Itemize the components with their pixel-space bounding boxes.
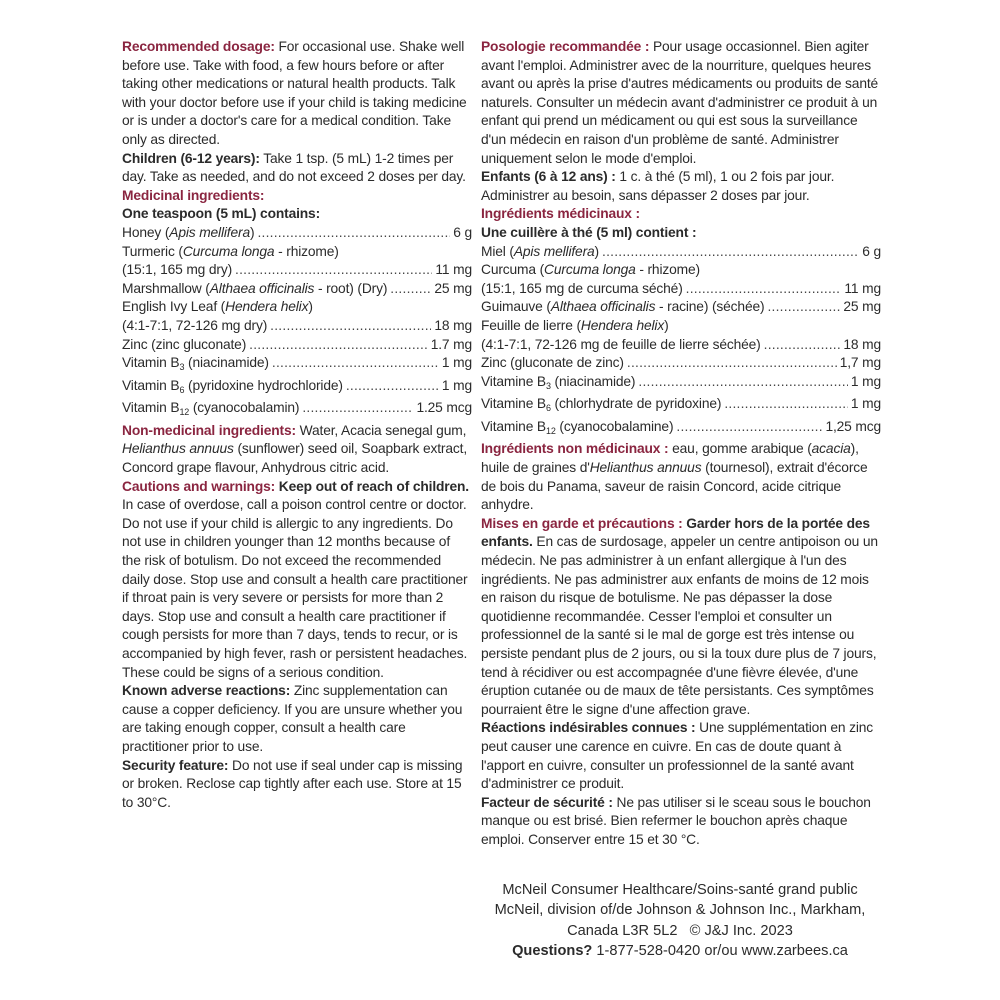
dosage-heading: Posologie recommandée : xyxy=(481,39,650,54)
dot-leader xyxy=(638,373,848,392)
ingredient-amount: 6 g xyxy=(453,224,472,240)
ingredient-turmeric-name xyxy=(122,243,472,262)
ingredient-row-marshmallow xyxy=(481,298,881,317)
ingredient-part: - rhizome) xyxy=(274,243,339,259)
nonmedicinal-section xyxy=(122,422,472,478)
dot-leader xyxy=(302,399,413,418)
ingredient-name: (niacinamide) xyxy=(184,355,269,371)
ingredient-row-honey xyxy=(481,243,881,262)
ingredient-name: Guimauve ( xyxy=(481,299,551,315)
latin-name: Curcuma longa xyxy=(544,262,636,278)
teaspoon-label: One teaspoon (5 mL) contains: xyxy=(122,206,321,222)
ingredient-amount: 25 mg xyxy=(843,299,881,315)
ingredient-name: Feuille de lierre ( xyxy=(481,317,581,333)
ingredient-row-vitamin-b3 xyxy=(481,373,881,396)
vitamin-word: Vitamine B xyxy=(481,396,546,412)
ingredient-amount: 11 mg xyxy=(435,262,472,278)
ingredient-name: Miel ( xyxy=(481,243,514,259)
vitamin-subscript: 6 xyxy=(179,384,185,395)
ingredient-row-vitamin-b12 xyxy=(122,399,472,422)
ingredient-part: - rhizome) xyxy=(635,262,700,278)
adverse-section xyxy=(122,682,472,756)
cautions-text: En cas de surdosage, appeler un centre antipoison ou un médecin. Ne pas administrer à un enfant allergique à l'un des ingrédients. Ne pas administrer aux enfants de moins de 12 mois en raison du risque de botulisme. Ne pas dépasser la dose quotidienne recommandée. Cesser l'emploi et consulter un professionnel de la santé si le mal de gorge est très intense ou persiste pendant plus de 2 jours, ou si la toux dure plus de 7 jours, tend à récidiver ou est accompagnée d'une fièvre élevée, d'une éruption cutanée ou de maux de tête persistants. Ces symptômes pourraient être le signe d'une affection grave. xyxy=(481,534,878,717)
ingredient-ratio: (4:1-7:1, 72-126 mg dry) xyxy=(122,317,268,333)
company-info xyxy=(490,880,870,941)
security-text: Ne pas utiliser si le sceau sous le bouchon manque ou est brisé. Bien refermer le bouchon après chaque emploi. Conserver entre 15 et 30 °C. xyxy=(481,794,871,847)
vitamin-subscript: 12 xyxy=(179,407,190,418)
adverse-text: Une supplémentation en zinc peut causer une carence en cuivre. En cas de doute quant à l'apport en cuivre, consulter un professionnel de la santé avant d'administrer ce produit. xyxy=(481,720,874,792)
ingredient-row-vitamin-b12 xyxy=(481,418,881,441)
ingredient-ratio: (15:1, 165 mg de curcuma séché) xyxy=(481,280,683,296)
adverse-section xyxy=(481,719,881,793)
adverse-heading: Réactions indésirables connues : xyxy=(481,720,696,736)
security-heading: Security feature: xyxy=(122,757,229,773)
questions-label: Questions? xyxy=(512,942,593,959)
cautions-heading: Cautions and warnings: xyxy=(122,478,276,494)
vitamin-subscript: 6 xyxy=(545,403,551,414)
ingredient-part: - racine) (séchée) xyxy=(655,299,765,315)
latin-name: Helianthus annuus xyxy=(589,460,702,476)
dot-leader xyxy=(676,418,822,437)
french-column xyxy=(481,38,881,850)
cautions-section xyxy=(122,478,472,683)
children-text: 1 c. à thé (5 ml), 1 ou 2 fois par jour. Administrer au besoin, sans dépasser 2 doses par jour. xyxy=(481,169,835,203)
nonmedicinal-text: (sunflower) seed oil, Soapbark extract, Concord grape flavour, Anhydrous citric acid. xyxy=(122,441,468,476)
ingredient-name: (cyanocobalamin) xyxy=(189,400,300,416)
ingredient-row-zinc xyxy=(122,336,472,355)
latin-name: acacia xyxy=(811,441,851,457)
ingredient-name: Curcuma ( xyxy=(481,262,545,278)
vitamin-word: Vitamin B xyxy=(122,400,180,416)
ingredient-name-close: ) xyxy=(308,299,313,315)
cautions-heading: Mises en garde et précautions : xyxy=(481,515,683,531)
ingredient-amount: 1.25 mcg xyxy=(416,400,472,416)
dot-leader xyxy=(764,336,841,355)
ingredient-name-close: ) xyxy=(594,243,599,259)
english-column xyxy=(122,38,472,812)
dosage-heading: Recommended dosage: xyxy=(122,39,275,54)
adverse-text: Zinc supplementation can cause a copper deficiency. If you are unsure whether you are taking enough copper, consult a health care practitioner prior to use. xyxy=(122,683,463,754)
ingredient-amount: 1 mg xyxy=(850,373,881,389)
dot-leader xyxy=(272,354,439,373)
ingredient-name-close: ) xyxy=(664,317,669,333)
teaspoon-label: Une cuillère à thé (5 ml) contient : xyxy=(481,224,697,240)
ingredient-row-honey xyxy=(122,224,472,243)
ingredient-ivy-name xyxy=(122,298,472,317)
latin-name: Althaea officinalis xyxy=(209,280,315,296)
children-label: Children (6-12 years): xyxy=(122,150,260,166)
nonmedicinal-text: eau, gomme arabique ( xyxy=(672,441,812,457)
nonmedicinal-heading: Non-medicinal ingredients: xyxy=(122,422,296,438)
cautions-text: In case of overdose, call a poison control centre or doctor. Do not use if your child is allergic to any ingredients. Do not use in children younger than 12 months because of the risk of botulism. Do not exceed the recommended daily dose. Stop use and consult a health care practitioner if throat pain is very severe or persists for more than 2 days. Stop use and consult a health care practitioner if cough persists for more than 7 days, tends to recur, or is accompanied by high fever, rash or persistent headaches. These could be signs of a serious condition. xyxy=(122,497,468,680)
ingredient-row-vitamin-b3 xyxy=(122,354,472,377)
ingredient-name: (chlorhydrate de pyridoxine) xyxy=(550,396,722,412)
ingredient-row-turmeric xyxy=(122,261,472,280)
medicinal-heading: Medicinal ingredients: xyxy=(122,187,265,203)
contact-text: 1-877-528-0420 or/ou www.zarbees.ca xyxy=(596,942,848,959)
nonmedicinal-section xyxy=(481,440,881,514)
nonmedicinal-text: ), huile de graines d' xyxy=(481,441,859,476)
ingredient-amount: 1.7 mg xyxy=(430,336,472,352)
dosage-text: For occasional use. Shake well before use. Take with food, a few hours before or after taking other medications or natural health products. Talk with your doctor before use if your child is taking medicine or is under a doctor's care for a medical condition. Take only as directed. xyxy=(122,39,467,147)
dot-leader xyxy=(257,224,450,243)
copyright-text: © J&J Inc. 2023 xyxy=(689,922,793,939)
ingredient-ratio: (4:1-7:1, 72-126 mg de feuille de lierre séchée) xyxy=(481,336,761,352)
ingredient-row-vitamin-b6 xyxy=(481,395,881,418)
ingredient-name: Zinc (gluconate de zinc) xyxy=(481,355,624,371)
ingredient-name: Marshmallow ( xyxy=(122,280,210,296)
ingredient-name: Honey ( xyxy=(122,224,170,240)
manufacturer-footer xyxy=(490,880,870,961)
ingredient-name: Turmeric ( xyxy=(122,243,183,259)
ingredient-amount: 1,25 mcg xyxy=(825,418,881,434)
vitamin-word: Vitamin B xyxy=(122,377,180,393)
latin-name: Hendera helix xyxy=(225,299,309,315)
children-label: Enfants (6 à 12 ans) : xyxy=(481,169,616,185)
ingredient-part: - root) (Dry) xyxy=(314,280,388,296)
ingredient-row-marshmallow xyxy=(122,280,472,299)
dot-leader xyxy=(390,280,431,299)
dot-leader xyxy=(270,317,431,336)
vitamin-subscript: 12 xyxy=(545,425,556,436)
dot-leader xyxy=(627,354,837,373)
ingredient-name: (cyanocobalamine) xyxy=(555,418,674,434)
ingredient-amount: 1 mg xyxy=(850,396,881,412)
dot-leader xyxy=(346,377,439,396)
ingredient-name-close: ) xyxy=(249,224,255,240)
ingredient-amount: 6 g xyxy=(862,243,881,259)
vitamin-word: Vitamin B xyxy=(122,355,180,371)
latin-name: Curcuma longa xyxy=(182,243,275,259)
vitamin-word: Vitamine B xyxy=(481,418,546,434)
vitamin-word: Vitamine B xyxy=(481,373,546,389)
ingredient-amount: 1 mg xyxy=(441,377,472,393)
ingredient-amount: 25 mg xyxy=(434,280,472,296)
security-heading: Facteur de sécurité : xyxy=(481,794,613,810)
latin-name: Apis mellifera xyxy=(513,243,595,259)
vitamin-subscript: 3 xyxy=(179,362,185,373)
adverse-heading: Known adverse reactions: xyxy=(122,683,291,699)
ingredient-row-vitamin-b6 xyxy=(122,377,472,400)
vitamin-subscript: 3 xyxy=(545,380,551,391)
company-text: McNeil Consumer Healthcare/Soins-santé grand public McNeil, division of/de Johnson & Johnson Inc., Markham, Canada L3R 5L2 xyxy=(494,882,866,939)
ingredient-name: (niacinamide) xyxy=(550,373,636,389)
dot-leader xyxy=(249,336,428,355)
ingredient-name: (pyridoxine hydrochloride) xyxy=(184,377,343,393)
nonmedicinal-text: (tournesol), extrait d'écorce de bois du Panama, saveur de raisin Concord, acide citrique anhydre. xyxy=(481,460,868,513)
ingredient-name: Zinc (zinc gluconate) xyxy=(122,336,247,352)
ingredient-ratio: (15:1, 165 mg dry) xyxy=(122,262,233,278)
children-section xyxy=(481,168,881,205)
ingredient-row-zinc xyxy=(481,354,881,373)
ingredient-amount: 18 mg xyxy=(843,336,881,352)
medicinal-heading: Ingrédients médicinaux : xyxy=(481,206,640,222)
children-text: Take 1 tsp. (5 mL) 1-2 times per day. Take as needed, and do not exceed 2 doses per day. xyxy=(122,150,466,185)
cautions-emphasis: Keep out of reach of children. xyxy=(278,478,469,494)
ingredient-row-turmeric xyxy=(481,280,881,299)
security-text: Do not use if seal under cap is missing or broken. Reclose cap tightly after each use. Store at 15 to 30°C. xyxy=(122,757,463,810)
security-section xyxy=(481,794,881,850)
ingredient-turmeric-name xyxy=(481,261,881,280)
ingredient-row-ivy xyxy=(122,317,472,336)
ingredient-amount: 1 mg xyxy=(441,355,472,371)
cautions-emphasis: Garder hors de la portée des enfants. xyxy=(481,515,870,550)
ingredient-amount: 18 mg xyxy=(434,317,472,333)
dosage-section xyxy=(481,38,881,168)
cautions-section xyxy=(481,515,881,720)
ingredient-amount: 11 mg xyxy=(844,280,881,296)
dot-leader xyxy=(767,298,840,317)
dosage-text: Pour usage occasionnel. Bien agiter avant l'emploi. Administrer avec de la nourriture, quelques heures avant ou après la prise d'autres médicaments ou produits de santé naturels. Consulter un médecin avant d'administrer ce produit à un enfant qui prend un médicament ou qui est sous la surveillance d'un médecin en raison d'un problème de santé. Administrer uniquement selon le mode d'emploi. xyxy=(481,39,879,166)
security-section xyxy=(122,757,472,813)
latin-name: Althaea officinalis xyxy=(550,299,656,315)
questions-line xyxy=(490,941,870,961)
dot-leader xyxy=(235,261,432,280)
ingredient-row-ivy xyxy=(481,336,881,355)
nonmedicinal-heading: Ingrédients non médicinaux : xyxy=(481,441,669,457)
dot-leader xyxy=(724,395,848,414)
nonmedicinal-text: Water, Acacia senegal gum, xyxy=(299,422,467,438)
dot-leader xyxy=(602,243,859,262)
ingredient-ivy-name xyxy=(481,317,881,336)
latin-name: Helianthus annuus xyxy=(122,441,234,457)
ingredient-name: English Ivy Leaf ( xyxy=(122,299,226,315)
dot-leader xyxy=(686,280,842,299)
children-section xyxy=(122,150,472,187)
ingredient-amount: 1,7 mg xyxy=(839,355,881,371)
dosage-section xyxy=(122,38,472,150)
latin-name: Hendera helix xyxy=(580,317,665,333)
latin-name: Apis mellifera xyxy=(169,224,250,240)
